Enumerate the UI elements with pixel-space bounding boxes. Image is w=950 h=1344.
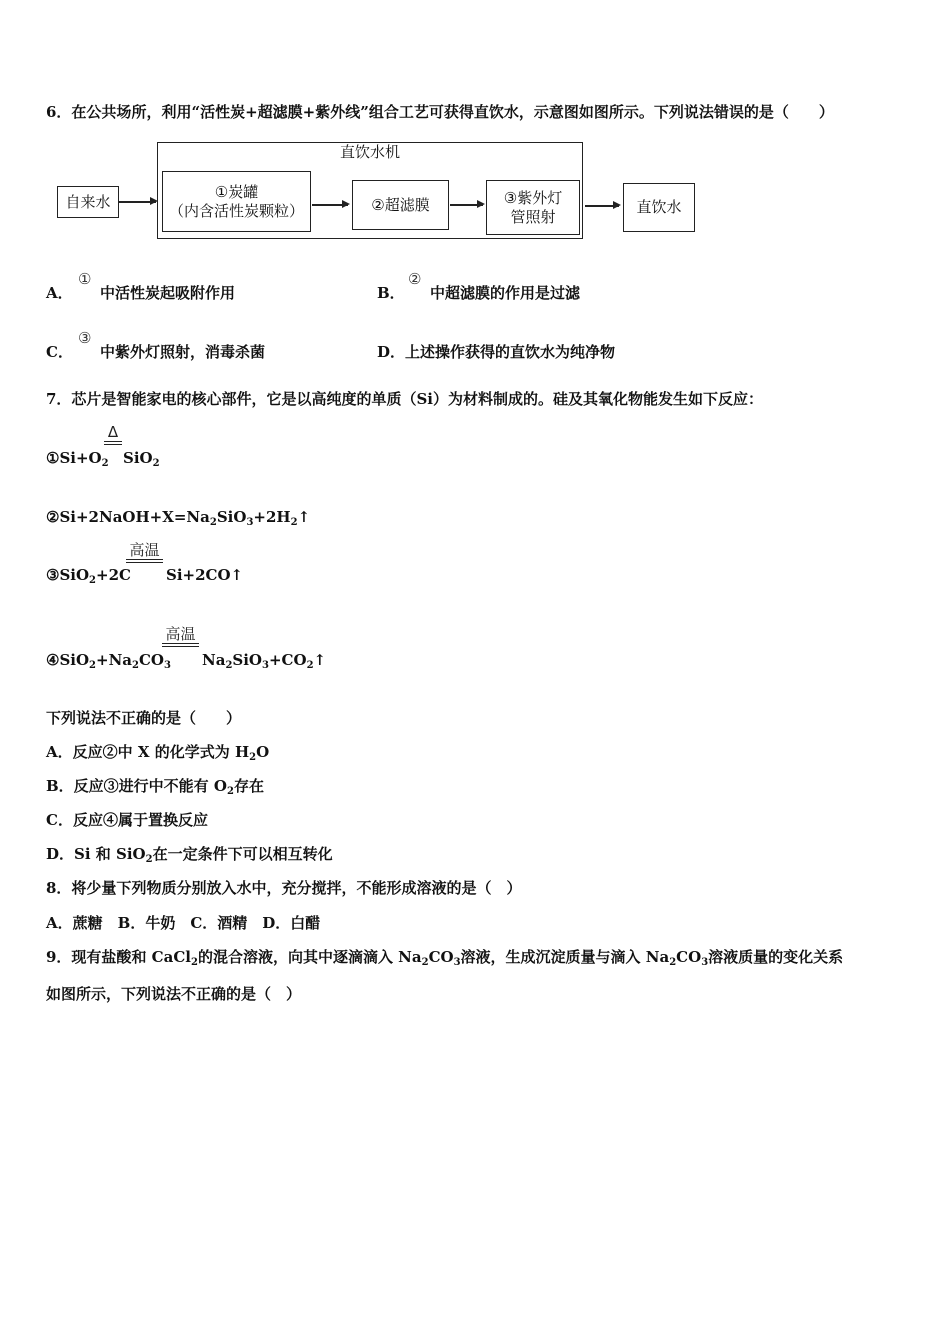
q6-option-c-text: 中紫外灯照射，消毒杀菌 — [100, 343, 266, 361]
q7-option-a: A．反应②中 X 的化学式为 $H_2O$ — [46, 743, 270, 763]
q6-option-c-label: C． — [46, 343, 73, 361]
carbon-tank-box — [162, 171, 311, 232]
arrow-4 — [585, 205, 619, 207]
arrow-3 — [450, 204, 483, 206]
arrow-1 — [119, 201, 156, 203]
q6-option-b-circle: ② — [408, 270, 422, 288]
heat-symbol: Δ — [107, 423, 119, 441]
q6-option-c-circle: ③ — [78, 329, 92, 347]
q7-stem: 7．芯片是智能家电的核心部件，它是以高纯度的单质（Si）为材料制成的。硅及其氧化物能发生如下反应： — [46, 390, 763, 408]
high-temp-label: 高温 — [165, 625, 196, 643]
uv-lamp-line2: 管照射 — [510, 207, 556, 226]
drinking-water-box: 直饮水 — [623, 183, 695, 232]
q7-option-b: B．反应③进行中不能有 $O_2$存在 — [46, 777, 264, 797]
reaction-4-condition — [162, 625, 199, 647]
tap-water-box: 自来水 — [57, 186, 119, 218]
q9-stem-line2: 如图所示，下列说法不正确的是（ ） — [46, 985, 302, 1003]
q6-option-b-text: 中超滤膜的作用是过滤 — [430, 284, 581, 302]
reaction-2: $②Si+2NaOH+X=Na_2SiO_3+2H_2↑$ — [46, 508, 311, 528]
reaction-1: $①Si+O_2$ — [46, 449, 109, 469]
reaction-3: ③SiO$_2$+2C — [46, 566, 131, 586]
q8-options: A．蔗糖 B．牛奶 C．酒精 D．白醋 — [46, 914, 321, 932]
carbon-tank-line2: （内含活性炭颗粒） — [168, 201, 304, 220]
q8-stem: 8．将少量下列物质分别放入水中，充分搅拌，不能形成溶液的是（ ） — [46, 879, 522, 897]
reaction-4: $④SiO_2+Na_2CO_3$ — [46, 651, 171, 671]
reaction-3-condition — [126, 541, 163, 563]
q9-stem-line1: 9．现有盐酸和 CaCl$_2$的混合溶液，向其中逐滴滴入 $Na_2CO_3$溶液，生成沉淀质量与滴入 $Na_2CO_3$溶液质量的变化关系 — [46, 948, 844, 968]
high-temp-label: 高温 — [129, 541, 160, 559]
reaction-1-condition — [104, 423, 122, 445]
q6-option-a-label: A． — [46, 284, 73, 302]
uv-lamp-line1: ③紫外灯 — [503, 188, 563, 207]
arrow-2 — [312, 204, 348, 206]
machine-title: 直饮水机 — [339, 143, 400, 161]
reaction-4-product: $Na_2SiO_3+CO_2↑$ — [202, 651, 327, 671]
q6-option-d: D．上述操作获得的直饮水为纯净物 — [377, 343, 616, 361]
q7-option-c: C．反应④属于置换反应 — [46, 811, 208, 829]
q7-option-d: D．Si 和 SiO$_2$在一定条件下可以相互转化 — [46, 845, 333, 865]
reaction-1-product: SiO$_2$ — [123, 449, 160, 469]
q7-question: 下列说法不正确的是（ ） — [46, 709, 242, 727]
q6-option-a-circle: ① — [78, 270, 92, 288]
uv-lamp-box — [486, 180, 580, 235]
q6-option-a-text: 中活性炭起吸附作用 — [100, 284, 236, 302]
carbon-tank-line1: ①炭罐 — [214, 182, 259, 201]
q6-option-b-label: B． — [377, 284, 405, 302]
ultrafiltration-box: ②超滤膜 — [352, 180, 449, 230]
reaction-3-product: Si+2CO↑ — [166, 566, 244, 584]
q6-stem: 6．在公共场所，利用“活性炭+超滤膜+紫外线”组合工艺可获得直饮水，示意图如图所示。下列说法错误的是（ ） — [46, 103, 834, 121]
